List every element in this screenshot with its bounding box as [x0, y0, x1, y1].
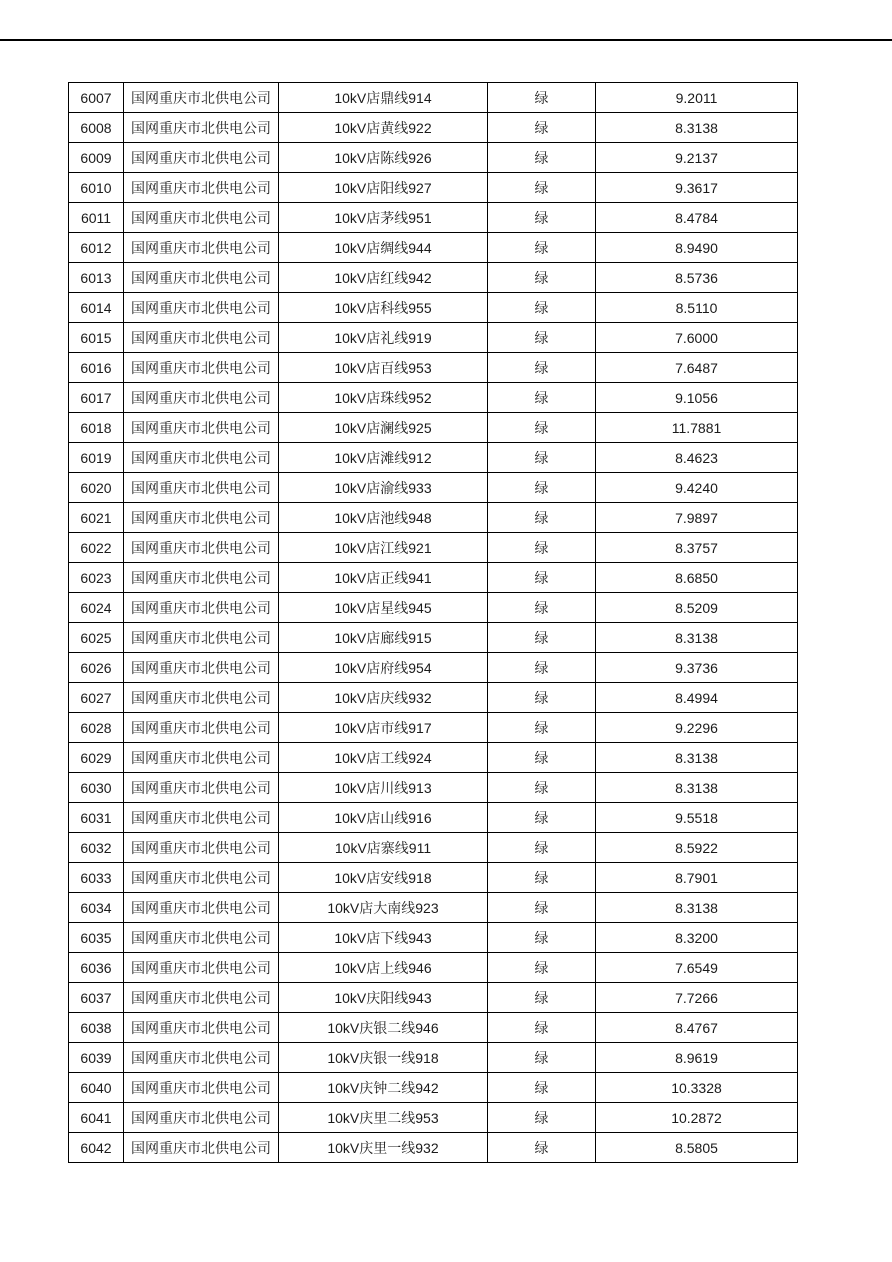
- line-name-cell: 10kV店安线918: [279, 863, 488, 893]
- line-name-cell: 10kV店绸线944: [279, 233, 488, 263]
- table-row: [69, 83, 798, 113]
- table-row: [69, 923, 798, 953]
- value-cell: 8.7901: [596, 863, 798, 893]
- row-id-cell: 6038: [69, 1013, 124, 1043]
- value-cell: 7.6549: [596, 953, 798, 983]
- value-cell: 9.2296: [596, 713, 798, 743]
- row-id-cell: 6021: [69, 503, 124, 533]
- company-cell: 国网重庆市北供电公司: [124, 803, 279, 833]
- line-name-cell: 10kV庆银一线918: [279, 1043, 488, 1073]
- status-cell: 绿: [488, 233, 596, 263]
- table-row: [69, 953, 798, 983]
- company-cell: 国网重庆市北供电公司: [124, 113, 279, 143]
- table-row: [69, 713, 798, 743]
- line-name-cell: 10kV店阳线927: [279, 173, 488, 203]
- line-name-cell: 10kV店陈线926: [279, 143, 488, 173]
- company-cell: 国网重庆市北供电公司: [124, 773, 279, 803]
- value-cell: 8.5922: [596, 833, 798, 863]
- company-cell: 国网重庆市北供电公司: [124, 233, 279, 263]
- status-cell: 绿: [488, 1073, 596, 1103]
- table-row: [69, 1073, 798, 1103]
- status-cell: 绿: [488, 773, 596, 803]
- table-row: [69, 203, 798, 233]
- status-cell: 绿: [488, 473, 596, 503]
- row-id-cell: 6042: [69, 1133, 124, 1163]
- value-cell: 8.5736: [596, 263, 798, 293]
- company-cell: 国网重庆市北供电公司: [124, 713, 279, 743]
- status-cell: 绿: [488, 953, 596, 983]
- line-name-cell: 10kV店山线916: [279, 803, 488, 833]
- line-name-cell: 10kV店川线913: [279, 773, 488, 803]
- company-cell: 国网重庆市北供电公司: [124, 83, 279, 113]
- row-id-cell: 6013: [69, 263, 124, 293]
- value-cell: 8.3200: [596, 923, 798, 953]
- value-cell: 9.4240: [596, 473, 798, 503]
- value-cell: 9.5518: [596, 803, 798, 833]
- line-name-cell: 10kV店滩线912: [279, 443, 488, 473]
- company-cell: 国网重庆市北供电公司: [124, 653, 279, 683]
- status-cell: 绿: [488, 173, 596, 203]
- table-row: [69, 353, 798, 383]
- table-row: [69, 1103, 798, 1133]
- table-row: [69, 293, 798, 323]
- line-name-cell: 10kV店市线917: [279, 713, 488, 743]
- line-name-cell: 10kV庆里一线932: [279, 1133, 488, 1163]
- table-row: [69, 683, 798, 713]
- table-row: [69, 323, 798, 353]
- value-cell: 8.3138: [596, 623, 798, 653]
- line-name-cell: 10kV店渝线933: [279, 473, 488, 503]
- value-cell: 8.5209: [596, 593, 798, 623]
- value-cell: 9.3736: [596, 653, 798, 683]
- row-id-cell: 6037: [69, 983, 124, 1013]
- status-cell: 绿: [488, 383, 596, 413]
- value-cell: 8.5110: [596, 293, 798, 323]
- page-top-rule: [0, 39, 892, 41]
- value-cell: 8.3138: [596, 113, 798, 143]
- value-cell: 9.2137: [596, 143, 798, 173]
- line-name-cell: 10kV店珠线952: [279, 383, 488, 413]
- value-cell: 9.2011: [596, 83, 798, 113]
- table-row: [69, 743, 798, 773]
- value-cell: 8.3138: [596, 893, 798, 923]
- value-cell: 7.6000: [596, 323, 798, 353]
- row-id-cell: 6034: [69, 893, 124, 923]
- status-cell: 绿: [488, 743, 596, 773]
- value-cell: 9.3617: [596, 173, 798, 203]
- table-row: [69, 503, 798, 533]
- line-name-cell: 10kV庆钟二线942: [279, 1073, 488, 1103]
- company-cell: 国网重庆市北供电公司: [124, 953, 279, 983]
- company-cell: 国网重庆市北供电公司: [124, 353, 279, 383]
- status-cell: 绿: [488, 143, 596, 173]
- company-cell: 国网重庆市北供电公司: [124, 1013, 279, 1043]
- row-id-cell: 6039: [69, 1043, 124, 1073]
- row-id-cell: 6020: [69, 473, 124, 503]
- row-id-cell: 6018: [69, 413, 124, 443]
- value-cell: 8.9490: [596, 233, 798, 263]
- row-id-cell: 6023: [69, 563, 124, 593]
- value-cell: 8.4767: [596, 1013, 798, 1043]
- status-cell: 绿: [488, 653, 596, 683]
- table-row: [69, 1133, 798, 1163]
- line-name-cell: 10kV店鼎线914: [279, 83, 488, 113]
- table-row: [69, 383, 798, 413]
- status-cell: 绿: [488, 83, 596, 113]
- status-cell: 绿: [488, 413, 596, 443]
- line-name-cell: 10kV店下线943: [279, 923, 488, 953]
- row-id-cell: 6010: [69, 173, 124, 203]
- value-cell: 8.4784: [596, 203, 798, 233]
- table-row: [69, 893, 798, 923]
- status-cell: 绿: [488, 263, 596, 293]
- line-name-cell: 10kV店茅线951: [279, 203, 488, 233]
- table-row: [69, 1013, 798, 1043]
- line-name-cell: 10kV店池线948: [279, 503, 488, 533]
- row-id-cell: 6016: [69, 353, 124, 383]
- company-cell: 国网重庆市北供电公司: [124, 623, 279, 653]
- company-cell: 国网重庆市北供电公司: [124, 893, 279, 923]
- company-cell: 国网重庆市北供电公司: [124, 833, 279, 863]
- company-cell: 国网重庆市北供电公司: [124, 443, 279, 473]
- status-cell: 绿: [488, 533, 596, 563]
- row-id-cell: 6031: [69, 803, 124, 833]
- row-id-cell: 6008: [69, 113, 124, 143]
- row-id-cell: 6009: [69, 143, 124, 173]
- row-id-cell: 6033: [69, 863, 124, 893]
- line-name-cell: 10kV店廊线915: [279, 623, 488, 653]
- row-id-cell: 6027: [69, 683, 124, 713]
- row-id-cell: 6026: [69, 653, 124, 683]
- company-cell: 国网重庆市北供电公司: [124, 743, 279, 773]
- company-cell: 国网重庆市北供电公司: [124, 143, 279, 173]
- table-row: [69, 863, 798, 893]
- company-cell: 国网重庆市北供电公司: [124, 323, 279, 353]
- company-cell: 国网重庆市北供电公司: [124, 563, 279, 593]
- row-id-cell: 6025: [69, 623, 124, 653]
- company-cell: 国网重庆市北供电公司: [124, 413, 279, 443]
- status-cell: 绿: [488, 623, 596, 653]
- company-cell: 国网重庆市北供电公司: [124, 503, 279, 533]
- row-id-cell: 6011: [69, 203, 124, 233]
- row-id-cell: 6036: [69, 953, 124, 983]
- row-id-cell: 6014: [69, 293, 124, 323]
- value-cell: 8.6850: [596, 563, 798, 593]
- company-cell: 国网重庆市北供电公司: [124, 383, 279, 413]
- value-cell: 9.1056: [596, 383, 798, 413]
- table-row: [69, 443, 798, 473]
- company-cell: 国网重庆市北供电公司: [124, 863, 279, 893]
- table-row: [69, 803, 798, 833]
- row-id-cell: 6022: [69, 533, 124, 563]
- status-cell: 绿: [488, 983, 596, 1013]
- company-cell: 国网重庆市北供电公司: [124, 1043, 279, 1073]
- table-row: [69, 173, 798, 203]
- row-id-cell: 6029: [69, 743, 124, 773]
- power-line-table: [68, 82, 798, 1163]
- table-row: [69, 263, 798, 293]
- status-cell: 绿: [488, 713, 596, 743]
- line-name-cell: 10kV店星线945: [279, 593, 488, 623]
- line-name-cell: 10kV庆里二线953: [279, 1103, 488, 1133]
- value-cell: 11.7881: [596, 413, 798, 443]
- company-cell: 国网重庆市北供电公司: [124, 1073, 279, 1103]
- table-body: [69, 83, 798, 1163]
- status-cell: 绿: [488, 1043, 596, 1073]
- row-id-cell: 6012: [69, 233, 124, 263]
- status-cell: 绿: [488, 863, 596, 893]
- value-cell: 8.9619: [596, 1043, 798, 1073]
- status-cell: 绿: [488, 293, 596, 323]
- table-row: [69, 773, 798, 803]
- value-cell: 7.7266: [596, 983, 798, 1013]
- line-name-cell: 10kV店澜线925: [279, 413, 488, 443]
- row-id-cell: 6040: [69, 1073, 124, 1103]
- status-cell: 绿: [488, 503, 596, 533]
- company-cell: 国网重庆市北供电公司: [124, 293, 279, 323]
- line-name-cell: 10kV店红线942: [279, 263, 488, 293]
- company-cell: 国网重庆市北供电公司: [124, 203, 279, 233]
- table-row: [69, 113, 798, 143]
- line-name-cell: 10kV店寨线911: [279, 833, 488, 863]
- row-id-cell: 6015: [69, 323, 124, 353]
- status-cell: 绿: [488, 323, 596, 353]
- table-row: [69, 653, 798, 683]
- line-name-cell: 10kV店庆线932: [279, 683, 488, 713]
- table-row: [69, 1043, 798, 1073]
- value-cell: 8.3138: [596, 743, 798, 773]
- table-row: [69, 233, 798, 263]
- line-name-cell: 10kV店礼线919: [279, 323, 488, 353]
- table-row: [69, 593, 798, 623]
- row-id-cell: 6035: [69, 923, 124, 953]
- status-cell: 绿: [488, 203, 596, 233]
- value-cell: 8.5805: [596, 1133, 798, 1163]
- value-cell: 8.4623: [596, 443, 798, 473]
- status-cell: 绿: [488, 443, 596, 473]
- status-cell: 绿: [488, 1013, 596, 1043]
- status-cell: 绿: [488, 683, 596, 713]
- company-cell: 国网重庆市北供电公司: [124, 1103, 279, 1133]
- line-name-cell: 10kV店正线941: [279, 563, 488, 593]
- row-id-cell: 6017: [69, 383, 124, 413]
- value-cell: 8.3757: [596, 533, 798, 563]
- status-cell: 绿: [488, 833, 596, 863]
- company-cell: 国网重庆市北供电公司: [124, 533, 279, 563]
- row-id-cell: 6007: [69, 83, 124, 113]
- company-cell: 国网重庆市北供电公司: [124, 923, 279, 953]
- table-row: [69, 533, 798, 563]
- line-name-cell: 10kV店工线924: [279, 743, 488, 773]
- line-name-cell: 10kV店府线954: [279, 653, 488, 683]
- table-row: [69, 413, 798, 443]
- status-cell: 绿: [488, 1103, 596, 1133]
- company-cell: 国网重庆市北供电公司: [124, 1133, 279, 1163]
- line-name-cell: 10kV店黄线922: [279, 113, 488, 143]
- line-name-cell: 10kV店科线955: [279, 293, 488, 323]
- line-name-cell: 10kV庆阳线943: [279, 983, 488, 1013]
- value-cell: 7.9897: [596, 503, 798, 533]
- row-id-cell: 6024: [69, 593, 124, 623]
- value-cell: 10.3328: [596, 1073, 798, 1103]
- status-cell: 绿: [488, 353, 596, 383]
- status-cell: 绿: [488, 803, 596, 833]
- company-cell: 国网重庆市北供电公司: [124, 173, 279, 203]
- company-cell: 国网重庆市北供电公司: [124, 683, 279, 713]
- company-cell: 国网重庆市北供电公司: [124, 473, 279, 503]
- table-row: [69, 473, 798, 503]
- row-id-cell: 6041: [69, 1103, 124, 1133]
- line-name-cell: 10kV店大南线923: [279, 893, 488, 923]
- row-id-cell: 6028: [69, 713, 124, 743]
- status-cell: 绿: [488, 563, 596, 593]
- line-name-cell: 10kV店江线921: [279, 533, 488, 563]
- company-cell: 国网重庆市北供电公司: [124, 983, 279, 1013]
- row-id-cell: 6019: [69, 443, 124, 473]
- table-row: [69, 833, 798, 863]
- value-cell: 8.3138: [596, 773, 798, 803]
- table-row: [69, 983, 798, 1013]
- company-cell: 国网重庆市北供电公司: [124, 263, 279, 293]
- line-name-cell: 10kV店上线946: [279, 953, 488, 983]
- row-id-cell: 6032: [69, 833, 124, 863]
- status-cell: 绿: [488, 593, 596, 623]
- table-row: [69, 563, 798, 593]
- line-name-cell: 10kV庆银二线946: [279, 1013, 488, 1043]
- value-cell: 8.4994: [596, 683, 798, 713]
- value-cell: 7.6487: [596, 353, 798, 383]
- status-cell: 绿: [488, 923, 596, 953]
- status-cell: 绿: [488, 1133, 596, 1163]
- company-cell: 国网重庆市北供电公司: [124, 593, 279, 623]
- row-id-cell: 6030: [69, 773, 124, 803]
- table-row: [69, 623, 798, 653]
- line-name-cell: 10kV店百线953: [279, 353, 488, 383]
- status-cell: 绿: [488, 113, 596, 143]
- table-row: [69, 143, 798, 173]
- status-cell: 绿: [488, 893, 596, 923]
- value-cell: 10.2872: [596, 1103, 798, 1133]
